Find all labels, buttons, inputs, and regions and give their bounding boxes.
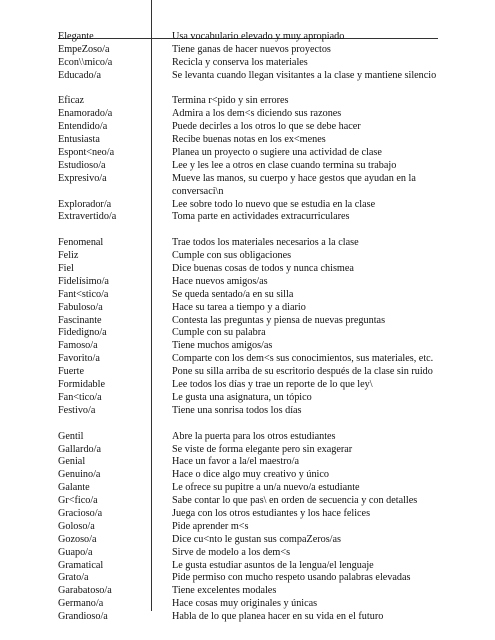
behavior-description: Se levanta cuando llegan visitantes a la clase y mantiene silencio xyxy=(172,69,437,81)
adjective-term: Galante xyxy=(58,482,90,494)
behavior-description: Recibe buenas notas en los ex<menes xyxy=(172,134,326,146)
behavior-description: Le ofrece su pupitre a un/a nuevo/a estudiante xyxy=(172,482,360,494)
vocabulary-row xyxy=(0,572,495,585)
behavior-description: Le gusta una asignatura, un tópico xyxy=(172,391,312,403)
adjective-term: Favorito/a xyxy=(58,353,100,365)
vocabulary-row xyxy=(0,57,495,70)
adjective-term: Garabatoso/a xyxy=(58,585,112,597)
adjective-term: Estudioso/a xyxy=(58,159,106,171)
adjective-term: Explorador/a xyxy=(58,198,112,210)
behavior-description: Mueve las manos, su cuerpo y hace gestos que ayudan en la xyxy=(172,172,416,184)
vocabulary-row xyxy=(0,547,495,560)
adjective-term: Genial xyxy=(58,456,86,468)
behavior-description: Contesta las preguntas y piensa de nuevas preguntas xyxy=(172,314,386,326)
vocabulary-row xyxy=(0,585,495,598)
behavior-description: Se viste de forma elegante pero sin exagerar xyxy=(172,443,353,455)
behavior-description: Comparte con los dem<s sus conocimientos, sus materiales, etc. xyxy=(172,353,434,365)
behavior-description: Tiene excelentes modales xyxy=(172,585,277,597)
vocabulary-row xyxy=(0,366,495,379)
vocabulary-row xyxy=(0,44,495,57)
vocabulary-row xyxy=(0,598,495,611)
vocabulary-row xyxy=(0,70,495,83)
adjective-term: Gentil xyxy=(58,430,84,442)
vocabulary-row xyxy=(0,431,495,444)
adjective-term: Eficaz xyxy=(58,95,85,107)
adjective-term: Gracioso/a xyxy=(58,507,103,519)
vocabulary-row xyxy=(0,444,495,457)
adjective-term: Entendido/a xyxy=(58,121,108,133)
adjective-term: Elegante xyxy=(58,31,94,42)
behavior-description: Hace un favor a la/el maestro/a xyxy=(172,456,299,468)
vocabulary-row xyxy=(0,456,495,469)
behavior-description: Abre la puerta para los otros estudiantes xyxy=(172,430,336,442)
behavior-description: Termina r<pido y sin errores xyxy=(172,95,289,107)
behavior-description: Sirve de modelo a los dem<s xyxy=(172,546,291,558)
vocabulary-row xyxy=(0,405,495,418)
vocabulary-row xyxy=(0,108,495,121)
adjective-term: Grato/a xyxy=(58,572,89,584)
behavior-description: Sabe contar lo que pas\ en orden de secuencia y con detalles xyxy=(172,495,418,507)
vocabulary-row xyxy=(0,186,495,199)
vocabulary-row xyxy=(0,95,495,108)
vocabulary-row xyxy=(0,508,495,521)
behavior-description: Lee todos los días y trae un reporte de lo que ley\ xyxy=(172,379,373,391)
adjective-term: Guapo/a xyxy=(58,546,93,558)
adjective-term: Expresivo/a xyxy=(58,172,107,184)
vocabulary-row xyxy=(0,560,495,573)
vocabulary-row xyxy=(0,327,495,340)
adjective-term: Famoso/a xyxy=(58,340,98,352)
section-gap xyxy=(0,224,495,237)
vocabulary-row xyxy=(0,147,495,160)
behavior-description: Pone su silla arriba de su escritorio después de la clase sin ruido xyxy=(172,366,433,378)
behavior-description: Trae todos los materiales necesarios a la clase xyxy=(172,237,359,249)
behavior-description: Habla de lo que planea hacer en su vida en el futuro xyxy=(172,611,384,623)
adjective-term: Fidelísimo/a xyxy=(58,275,109,287)
behavior-description: Lee y les lee a otros en clase cuando termina su trabajo xyxy=(172,159,397,171)
vocabulary-row xyxy=(0,237,495,250)
behavior-description: Planea un proyecto o sugiere una actividad de clase xyxy=(172,147,382,159)
vocabulary-row xyxy=(0,263,495,276)
behavior-description: Hace su tarea a tiempo y a diario xyxy=(172,301,306,313)
adjective-term: Fenomenal xyxy=(58,237,104,249)
adjective-term: Extravertido/a xyxy=(58,211,117,223)
vocabulary-row xyxy=(0,121,495,134)
behavior-description: Tiene ganas de hacer nuevos proyectos xyxy=(172,43,331,55)
behavior-description: Dice buenas cosas de todos y nunca chismea xyxy=(172,263,354,275)
vocabulary-row xyxy=(0,302,495,315)
adjective-term: Fabuloso/a xyxy=(58,301,103,313)
vocabulary-row xyxy=(0,199,495,212)
behavior-description: Lee sobre todo lo nuevo que se estudia en la clase xyxy=(172,198,376,210)
behavior-description: Pide aprender m<s xyxy=(172,520,249,532)
behavior-description: Cumple con sus obligaciones xyxy=(172,250,292,262)
adjective-term: Fiel xyxy=(58,263,74,275)
vocabulary-row xyxy=(0,315,495,328)
vocabulary-row xyxy=(0,211,495,224)
behavior-description: Admira a los dem<s diciendo sus razones xyxy=(172,108,342,120)
behavior-description: Hace o dice algo muy creativo y único xyxy=(172,469,329,481)
behavior-description: Toma parte en actividades extracurriculares xyxy=(172,211,350,223)
adjective-term: Festivo/a xyxy=(58,404,96,416)
adjective-term: Fidedigno/a xyxy=(58,327,107,339)
vocabulary-row xyxy=(0,469,495,482)
vocabulary-row xyxy=(0,340,495,353)
adjective-term: Gr<fico/a xyxy=(58,495,98,507)
adjective-term: Gozoso/a xyxy=(58,533,97,545)
adjective-term: Goloso/a xyxy=(58,520,95,532)
vocabulary-table xyxy=(0,31,495,624)
behavior-description: Dice cu<nto le gustan sus compaZeros/as xyxy=(172,533,341,545)
adjective-term: Entusiasta xyxy=(58,134,100,146)
behavior-description: conversaci\n xyxy=(172,185,224,197)
adjective-term: Fuerte xyxy=(58,366,85,378)
vocabulary-row xyxy=(0,379,495,392)
behavior-description: Recicla y conserva los materiales xyxy=(172,56,308,68)
adjective-term: Fascinante xyxy=(58,314,102,326)
behavior-description: Pide permiso con mucho respeto usando palabras elevadas xyxy=(172,572,411,584)
vocabulary-row xyxy=(0,534,495,547)
adjective-term: Gallardo/a xyxy=(58,443,101,455)
behavior-description: Hace nuevos amigos/as xyxy=(172,275,268,287)
adjective-term: Fan<tico/a xyxy=(58,391,102,403)
vocabulary-row xyxy=(0,160,495,173)
behavior-description: Hace cosas muy originales y únicas xyxy=(172,598,318,610)
section-gap xyxy=(0,83,495,96)
vocabulary-row xyxy=(0,611,495,624)
vocabulary-row xyxy=(0,392,495,405)
vocabulary-row xyxy=(0,250,495,263)
vocabulary-row xyxy=(0,134,495,147)
vocabulary-row xyxy=(0,289,495,302)
adjective-term: Educado/a xyxy=(58,69,101,81)
behavior-description: Juega con los otros estudiantes y los hace felices xyxy=(172,507,371,519)
adjective-term: Genuino/a xyxy=(58,469,101,481)
vocabulary-row xyxy=(0,173,495,186)
adjective-term: Espont<neo/a xyxy=(58,147,115,159)
behavior-description: Cumple con su palabra xyxy=(172,327,266,339)
adjective-term: EmpeZoso/a xyxy=(58,43,110,55)
adjective-term: Gramatical xyxy=(58,559,104,571)
adjective-term: Fant<stico/a xyxy=(58,288,109,300)
behavior-description: Puede decirles a los otros lo que se debe hacer xyxy=(172,121,361,133)
adjective-term: Enamorado/a xyxy=(58,108,113,120)
adjective-term: Econ\\mico/a xyxy=(58,56,113,68)
vocabulary-row xyxy=(0,353,495,366)
adjective-term: Grandioso/a xyxy=(58,611,108,623)
vocabulary-row xyxy=(0,495,495,508)
behavior-description: Usa vocabulario elevado y muy apropiado xyxy=(172,31,345,42)
vocabulary-row xyxy=(0,276,495,289)
behavior-description: Tiene muchos amigos/as xyxy=(172,340,273,352)
vocabulary-row xyxy=(0,31,495,44)
vocabulary-row xyxy=(0,482,495,495)
section-gap xyxy=(0,418,495,431)
behavior-description: Le gusta estudiar asuntos de la lengua/el lenguaje xyxy=(172,559,374,571)
adjective-term: Germano/a xyxy=(58,598,104,610)
vocabulary-row xyxy=(0,521,495,534)
adjective-term: Formidable xyxy=(58,379,105,391)
behavior-description: Se queda sentado/a en su silla xyxy=(172,288,294,300)
behavior-description: Tiene una sonrisa todos los días xyxy=(172,404,302,416)
adjective-term: Feliz xyxy=(58,250,79,262)
